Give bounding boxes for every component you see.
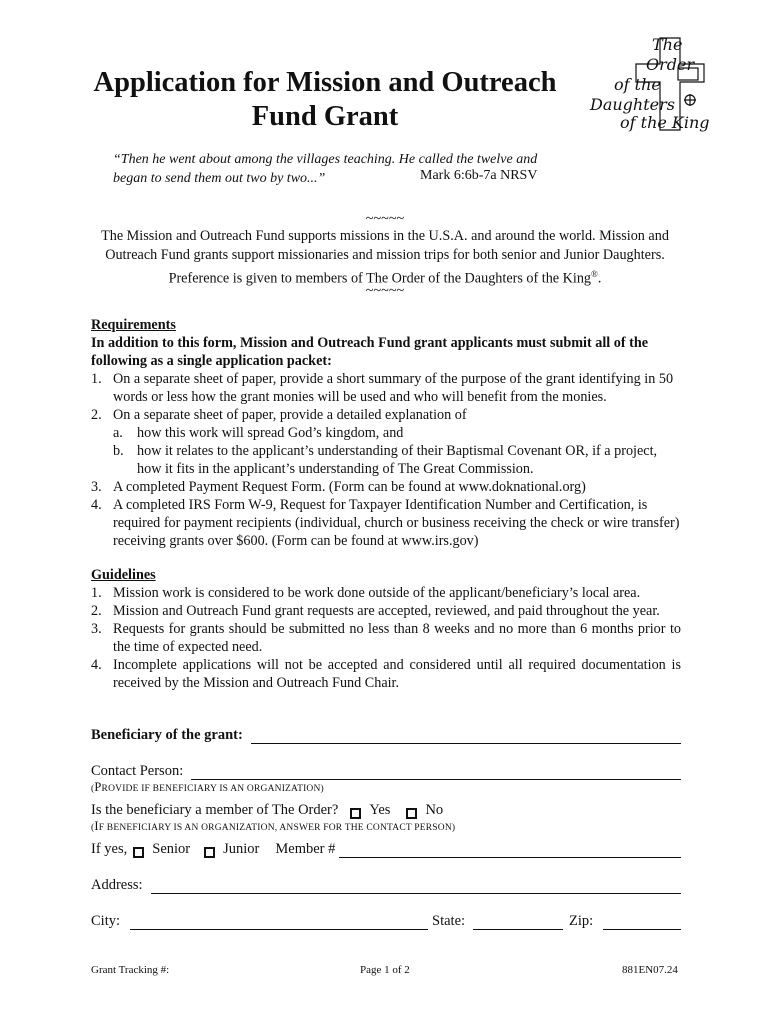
member-number-field[interactable] <box>339 844 681 858</box>
intro-period: . <box>597 270 602 287</box>
if-yes-label: If yes, <box>91 841 128 857</box>
contact-label: Contact Person: <box>91 763 184 779</box>
note-rest: F BENEFICIARY IS AN ORGANIZATION, ANSWER FOR THE CONTACT PERSON) <box>98 823 456 833</box>
item-text: Incomplete applications will not be accepted and considered until all required documentation is received by the Mission and Outreach Fund Chair. <box>113 657 681 691</box>
city-field[interactable] <box>130 916 428 930</box>
list-item <box>91 370 681 406</box>
page-title: Application for Mission and Outreach Fund Grant <box>93 67 557 132</box>
item-text: how this work will spread God’s kingdom, and <box>137 425 404 441</box>
requirements-list <box>91 370 681 550</box>
address-label: Address: <box>91 877 143 893</box>
requirements-lead: In addition to this form, Mission and Outreach Fund grant applicants must submit all of the following as a single application packet: <box>91 335 649 369</box>
registered-mark: ® <box>591 269 598 279</box>
note-rest: ROVIDE IF BENEFICIARY IS AN ORGANIZATION) <box>101 784 324 794</box>
zip-label: Zip: <box>569 913 594 929</box>
note-open: ( <box>91 823 95 833</box>
junior-label: Junior <box>223 841 260 857</box>
no-checkbox[interactable] <box>406 808 417 819</box>
requirements-sublist <box>113 424 681 478</box>
contact-note <box>91 780 324 795</box>
item-number: 2. <box>91 603 102 619</box>
beneficiary-row <box>91 726 681 744</box>
item-number: b. <box>113 443 124 459</box>
scripture-citation: Mark 6:6b-7a NRSV <box>420 168 538 183</box>
daughters-of-the-king-logo <box>582 30 730 140</box>
list-item <box>91 602 681 620</box>
item-text: On a separate sheet of paper, provide a short summary of the purpose of the grant identifying in 50 words or less how the grant monies will be used and who will benefit from the monies. <box>113 371 674 405</box>
contact-row <box>91 762 681 780</box>
list-item <box>91 656 681 692</box>
membership-type-row <box>91 840 681 858</box>
item-number: a. <box>113 425 123 441</box>
member-question: Is the beneficiary a member of The Order? <box>91 802 339 818</box>
logo-line-1: The <box>652 35 683 54</box>
state-field[interactable] <box>473 916 563 930</box>
member-note <box>91 819 455 834</box>
requirements-section <box>91 316 681 550</box>
state-label: State: <box>432 913 466 929</box>
item-text: Requests for grants should be submitted no less than 8 weeks and no more than 6 months prior to the time of expected need. <box>113 621 681 655</box>
item-text: Mission and Outreach Fund grant requests are accepted, reviewed, and paid throughout the year. <box>113 603 660 619</box>
zip-field[interactable] <box>603 916 681 930</box>
logo-line-4: Daughters <box>590 95 675 114</box>
item-number: 1. <box>91 585 102 601</box>
logo-line-3: of the <box>614 75 661 94</box>
intro-paragraph <box>80 227 690 289</box>
address-field[interactable] <box>151 880 681 894</box>
member-question-row <box>91 801 681 819</box>
yes-label: Yes <box>369 802 391 818</box>
senior-label: Senior <box>152 841 191 857</box>
item-text: A completed Payment Request Form. (Form can be found at www.doknational.org) <box>113 479 586 495</box>
guidelines-section <box>91 566 681 692</box>
grant-tracking-label: Grant Tracking #: <box>91 964 170 976</box>
guidelines-heading: Guidelines <box>91 567 156 583</box>
intro-text: The Mission and Outreach Fund supports missions in the U.S.A. and around the world. Mission and Outreach Fund grants support missionaries and mission trips for both senior and Junior Daughters. Preference is given to members of The Order of the Daughters of the King <box>101 228 669 287</box>
list-item <box>113 442 681 478</box>
beneficiary-label: Beneficiary of the grant: <box>91 727 243 743</box>
city-label: City: <box>91 913 121 929</box>
address-row <box>91 876 681 894</box>
city-state-zip-row <box>91 912 681 930</box>
note-initial: I <box>94 819 99 833</box>
guidelines-list <box>91 584 681 692</box>
item-number: 4. <box>91 497 102 513</box>
yes-checkbox[interactable] <box>350 808 361 819</box>
list-item <box>91 478 681 496</box>
item-text: how it relates to the applicant’s understanding of their Baptismal Covenant OR, if a project, how it fits in the applicant’s understanding of The Great Commission. <box>137 443 658 477</box>
contact-person-field[interactable] <box>191 766 681 780</box>
logo-line-5: of the King <box>620 113 710 132</box>
note-open: ( <box>91 784 95 794</box>
separator-top: ~~~~~ <box>365 211 405 227</box>
item-number: 4. <box>91 657 102 673</box>
item-number: 1. <box>91 371 102 387</box>
item-number: 3. <box>91 479 102 495</box>
no-label: No <box>425 802 444 818</box>
scripture-quote: “Then he went about among the villages teaching. He called the twelve and began to send them out two by two...” <box>113 152 538 186</box>
list-item <box>91 406 681 478</box>
list-item <box>113 424 681 442</box>
separator-bottom: ~~~~~ <box>365 283 405 299</box>
item-number: 3. <box>91 621 102 637</box>
beneficiary-field[interactable] <box>251 730 681 744</box>
page-number: Page 1 of 2 <box>360 964 410 976</box>
senior-checkbox[interactable] <box>133 847 144 858</box>
list-item <box>91 620 681 656</box>
form-code: 881EN07.24 <box>622 964 678 976</box>
item-number: 2. <box>91 407 102 423</box>
item-text: A completed IRS Form W-9, Request for Taxpayer Identification Number and Certification, is required for payment recipients (individual, church or business receiving the check or wire transfer) receiving grants over $600. (Form can be found at www.irs.gov) <box>113 497 680 549</box>
item-text: On a separate sheet of paper, provide a detailed explanation of <box>113 407 467 423</box>
logo-line-2: Order <box>646 55 695 74</box>
junior-checkbox[interactable] <box>204 847 215 858</box>
member-number-label: Member # <box>275 841 336 857</box>
requirements-heading: Requirements <box>91 317 176 333</box>
item-text: Mission work is considered to be work done outside of the applicant/beneficiary’s local area. <box>113 585 641 601</box>
list-item <box>91 496 681 550</box>
list-item <box>91 584 681 602</box>
note-initial: P <box>94 780 102 794</box>
